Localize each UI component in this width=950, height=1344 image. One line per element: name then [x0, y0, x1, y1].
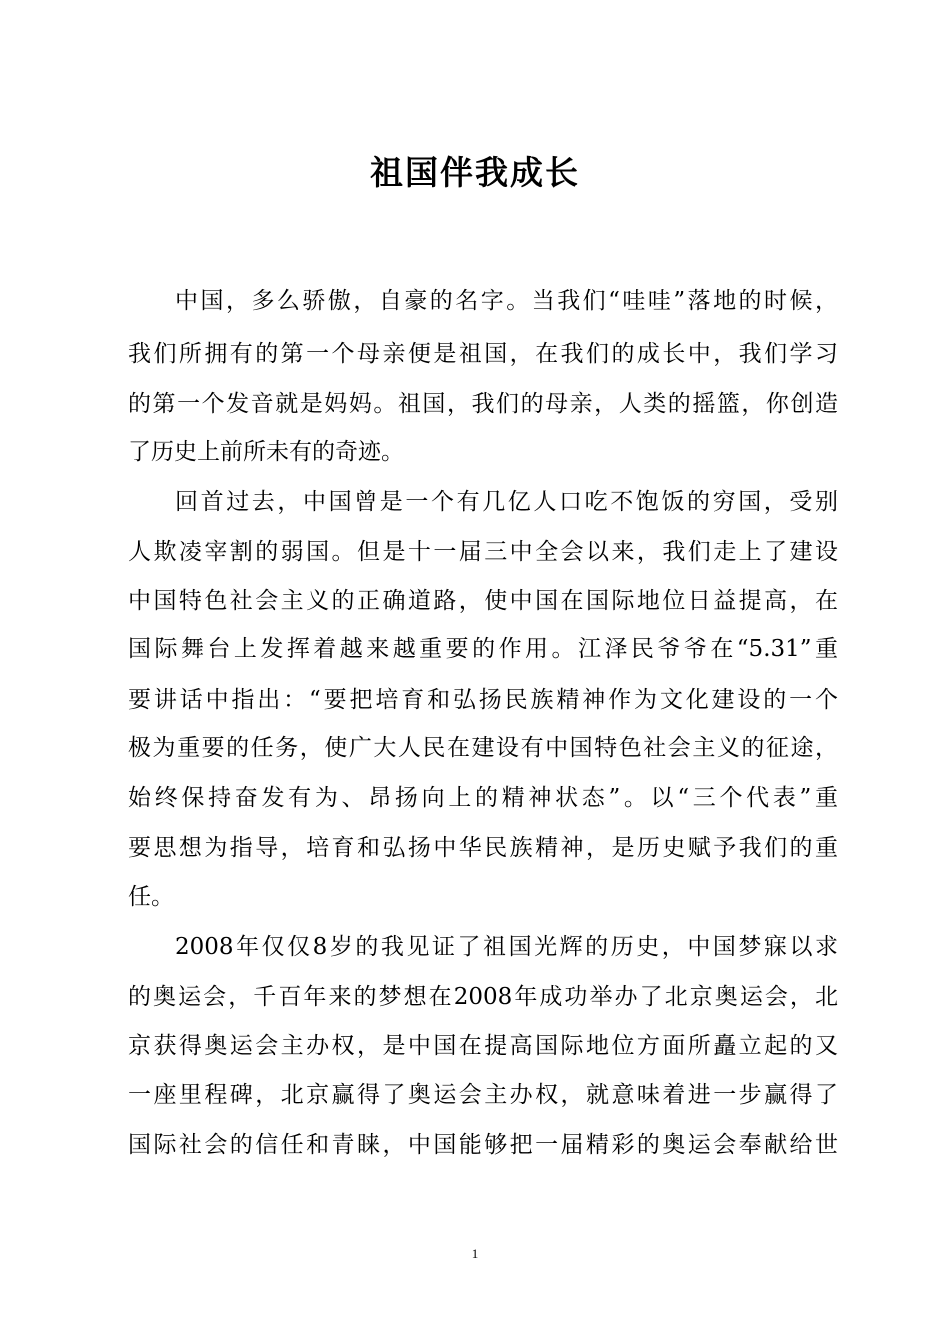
text-line: 中国特色社会主义的正确道路，使中国在国际地位日益提高，在 — [128, 588, 838, 614]
text-line: 要思想为指导，培育和弘扬中华民族精神，是历史赋予我们的重 — [128, 835, 838, 861]
text-line: 国际舞台上发挥着越来越重要的作用。江泽民爷爷在“5.31”重 — [128, 636, 838, 662]
text-line: 回首过去，中国曾是一个有几亿人口吃不饱饭的穷国，受别 — [175, 489, 838, 515]
text-line: 中国，多么骄傲，自豪的名字。当我们“哇哇”落地的时候， — [175, 288, 838, 314]
text-line: 一座里程碑，北京赢得了奥运会主办权，就意味着进一步赢得了 — [128, 1082, 838, 1108]
text-line: 京获得奥运会主办权，是中国在提高国际地位方面所矗立起的又 — [128, 1033, 838, 1059]
text-line: 的第一个发音就是妈妈。祖国，我们的母亲，人类的摇篮，你创造 — [128, 391, 838, 417]
text-line: 的奥运会，千百年来的梦想在2008年成功举办了北京奥运会，北 — [128, 984, 838, 1010]
text-line: 2008年仅仅8岁的我见证了祖国光辉的历史，中国梦寐以求 — [175, 934, 838, 960]
text-line: 了历史上前所未有的奇迹。 — [128, 439, 404, 465]
text-line: 要讲话中指出：“要把培育和弘扬民族精神作为文化建设的一个 — [128, 687, 838, 713]
text-line: 始终保持奋发有为、昂扬向上的精神状态”。以“三个代表”重 — [128, 785, 838, 811]
text-line: 国际社会的信任和青睐，中国能够把一届精彩的奥运会奉献给世 — [128, 1132, 838, 1158]
document-title: 祖国伴我成长 — [370, 153, 580, 192]
text-line: 任。 — [128, 884, 174, 910]
text-line: 我们所拥有的第一个母亲便是祖国，在我们的成长中，我们学习 — [128, 341, 838, 367]
text-line: 极为重要的任务，使广大人民在建设有中国特色社会主义的征途， — [128, 735, 838, 761]
page-number: 1 — [471, 1246, 479, 1261]
text-line: 人欺凌宰割的弱国。但是十一届三中全会以来，我们走上了建设 — [128, 539, 838, 565]
